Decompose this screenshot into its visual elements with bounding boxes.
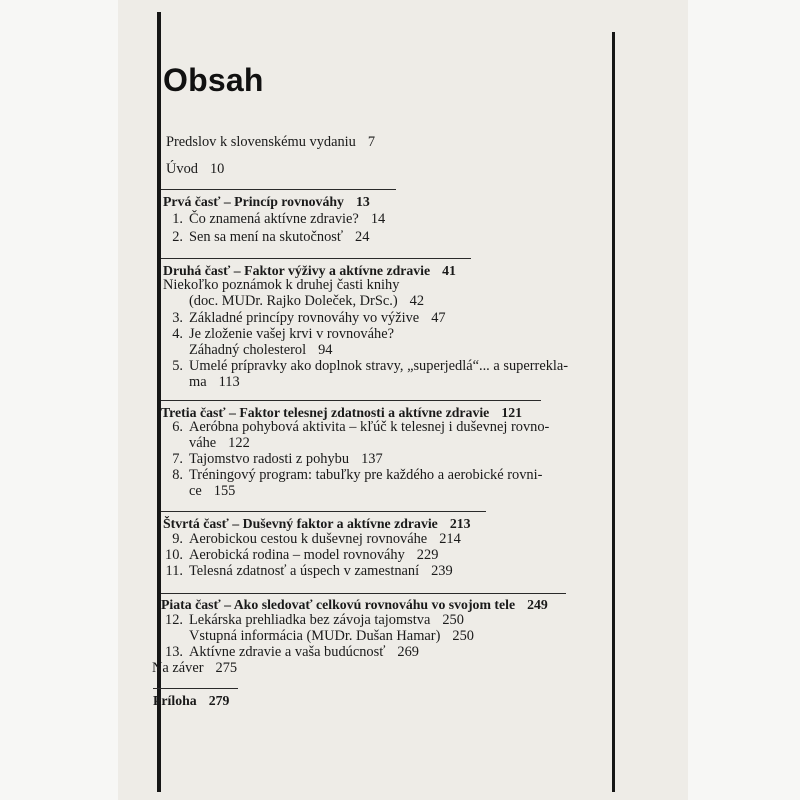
toc-chapter-11 (163, 563, 453, 580)
page-title: Obsah (163, 62, 264, 98)
page-number: 214 (439, 531, 461, 547)
chapter-number: 2. (172, 229, 183, 245)
chapter-number: 13. (165, 644, 183, 660)
page-number: 239 (431, 563, 453, 579)
toc-note-line-1 (163, 277, 399, 294)
entry-text: Čo znamená aktívne zdravie? (189, 211, 359, 227)
part-title: Piata časť – Ako sledovať celkovú rovnováhu vo svojom tele (161, 597, 516, 612)
entry-text: Základné princípy rovnováhy vo výžive (189, 310, 420, 326)
chapter-number: 4. (172, 326, 183, 342)
entry-text: Vstupná informácia (MUDr. Dušan Hamar) (189, 628, 441, 644)
part-separator (161, 400, 541, 401)
entry-text: ma (189, 374, 207, 390)
entry-text: Tréningový program: tabuľky pre každého a aerobické rovni- (189, 467, 543, 483)
page-number: 122 (228, 435, 250, 451)
entry-text: Je zloženie vašej krvi v rovnováhe? (189, 326, 394, 342)
page-number: 250 (442, 612, 464, 628)
toc-chapter-2 (163, 229, 369, 246)
entry-text: ce (189, 483, 202, 499)
chapter-number: 9. (172, 531, 183, 547)
toc-chapter-4-cont (189, 342, 332, 359)
toc-chapter-1 (163, 211, 385, 228)
part-separator (153, 688, 238, 689)
chapter-number: 3. (172, 310, 183, 326)
toc-chapter-8-cont (189, 483, 235, 500)
toc-chapter-3 (163, 310, 446, 327)
toc-entry-priloha (153, 692, 229, 709)
page-number: 94 (318, 342, 333, 358)
toc-chapter-13 (163, 644, 419, 661)
right-vertical-rule (612, 32, 615, 792)
entry-text: Niekoľko poznámok k druhej časti knihy (163, 277, 400, 293)
page-number: 229 (416, 547, 439, 563)
toc-part-1 (163, 193, 370, 210)
background-left (0, 0, 118, 800)
part-title: Príloha (153, 693, 197, 708)
part-separator (161, 189, 396, 190)
toc-entry-predslov (166, 134, 375, 151)
chapter-number: 1. (172, 211, 183, 227)
toc-part-4 (163, 515, 471, 532)
toc-entry-uvod (166, 161, 224, 178)
entry-text: Aktívne zdravie a vaša budúcnosť (189, 644, 386, 660)
page-number: 7 (367, 134, 376, 150)
page-number: 269 (397, 644, 419, 660)
entry-text: Umelé prípravky ako doplnok stravy, „superjedlá“... a superrekla- (189, 358, 569, 374)
toc-chapter-8 (163, 467, 542, 484)
part-separator (161, 511, 486, 512)
page-number: 24 (355, 229, 370, 245)
entry-text: Záhadný cholesterol (189, 342, 307, 358)
chapter-number: 5. (172, 358, 183, 374)
part-title: Štvrtá časť – Duševný faktor a aktívne zdravie (163, 516, 438, 531)
toc-entry-zaver (152, 660, 237, 677)
chapter-number: 12. (165, 612, 183, 628)
page-number: 42 (409, 293, 425, 309)
toc-chapter-12-cont (189, 628, 474, 645)
toc-chapter-6-cont (189, 435, 250, 452)
page-number: 249 (527, 597, 548, 612)
part-separator (161, 258, 471, 259)
page-number: 47 (431, 310, 446, 326)
entry-text: Sen sa mení na skutočnosť (189, 229, 344, 245)
page-number: 279 (208, 693, 230, 708)
chapter-number: 10. (165, 547, 183, 563)
background-right (688, 0, 800, 800)
page-number: 121 (501, 405, 523, 420)
toc-chapter-6 (163, 419, 549, 436)
toc-chapter-9 (163, 531, 461, 548)
entry-text: Aerobickou cestou k duševnej rovnováhe (189, 531, 428, 547)
toc-chapter-7 (163, 451, 383, 468)
part-title: Druhá časť – Faktor výživy a aktívne zdravie (163, 263, 431, 278)
entry-text: Na záver (152, 660, 204, 676)
page-number: 10 (209, 161, 225, 177)
toc-chapter-12 (163, 612, 464, 629)
page-number: 13 (355, 194, 370, 209)
page-number: 155 (213, 483, 236, 499)
entry-text: Aeróbna pohybová aktivita – kľúč k telesnej i duševnej rovno- (189, 419, 550, 435)
entry-text: Lekárska prehliadka bez závoja tajomstva (189, 612, 431, 628)
chapter-number: 6. (172, 419, 183, 435)
page-number: 41 (442, 263, 456, 278)
toc-part-5 (161, 596, 548, 613)
toc-chapter-5-cont (189, 374, 240, 391)
page-number: 213 (449, 516, 471, 531)
entry-text: váhe (189, 435, 217, 451)
chapter-number: 8. (172, 467, 183, 483)
entry-text: Tajomstvo radosti z pohybu (189, 451, 350, 467)
part-title: Prvá časť – Princíp rovnováhy (163, 194, 344, 209)
entry-text: Aerobická rodina – model rovnováhy (189, 547, 405, 563)
part-title: Tretia časť – Faktor telesnej zdatnosti a aktívne zdravie (161, 405, 490, 420)
entry-text: Úvod (166, 161, 198, 177)
page-number: 137 (361, 451, 383, 467)
entry-text: (doc. MUDr. Rajko Doleček, DrSc.) (189, 293, 398, 309)
entry-text: Telesná zdatnosť a úspech v zamestnaní (189, 563, 420, 579)
toc-note-line-2 (189, 293, 424, 310)
part-separator (161, 593, 566, 594)
toc-chapter-5 (163, 358, 568, 375)
page-number: 113 (218, 374, 240, 390)
entry-text: Predslov k slovenskému vydaniu (166, 134, 356, 150)
page-number: 275 (215, 660, 238, 676)
toc-chapter-10 (163, 547, 438, 564)
page-number: 250 (452, 628, 474, 644)
toc-chapter-4 (163, 326, 394, 343)
page-number: 14 (370, 211, 386, 227)
chapter-number: 11. (165, 563, 183, 579)
chapter-number: 7. (172, 451, 183, 467)
